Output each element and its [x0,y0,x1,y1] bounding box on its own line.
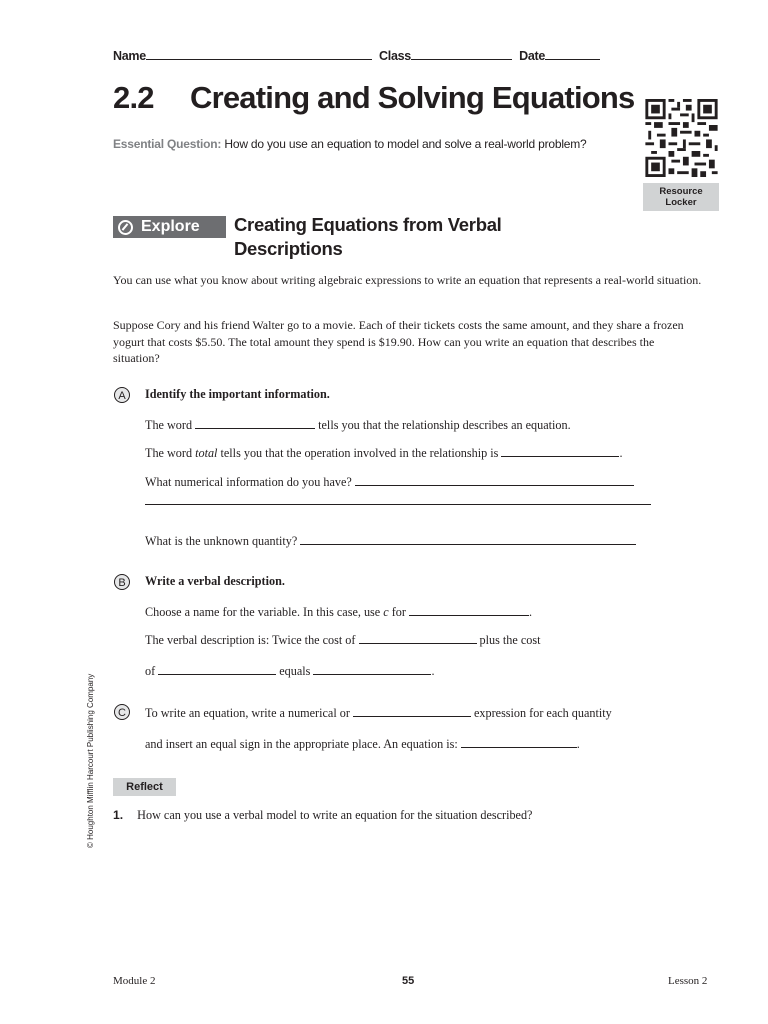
answer-blank[interactable] [461,735,577,748]
step-c-l1-pre: To write an equation, write a numerical or [145,706,350,720]
step-b-l3-mid: equals [279,664,311,678]
step-a-l4: What is the unknown quantity? [145,534,298,548]
answer-blank[interactable] [158,662,276,675]
essential-question [113,137,587,151]
step-b-l1-end: . [529,605,533,619]
step-b-l2-post: plus the cost [479,633,541,647]
step-c-l1-post: expression for each quantity [474,706,612,720]
question-text: How can you use a verbal model to write an equation for the situation described? [137,808,533,822]
step-b-marker: B [114,574,130,590]
copyright-notice: © Houghton Mifflin Harcourt Publishing Company [86,673,95,848]
page-title [113,80,634,116]
answer-blank[interactable] [355,473,634,486]
step-b-l1-pre: Choose a name for the variable. In this case, use [145,605,381,619]
step-b-l3-end: . [431,664,435,678]
explore-title-line-1: Creating Equations from Verbal [234,214,502,235]
step-a-l2-end: . [619,446,623,460]
answer-line[interactable] [145,504,651,505]
explore-label: Explore [141,218,200,235]
step-a-l2-post: tells you that the operation involved in the relationship is [220,446,499,460]
step-b-l1-mid: for [391,605,406,619]
scenario-paragraph: Suppose Cory and his friend Walter go to a movie. Each of their tickets costs the same amount, and they share a frozen yogurt that costs $5.50. The total amount they spend is $19.90. How can you write an equation that describes the situation? [113,318,684,365]
lesson-number: 2.2 [113,80,154,115]
class-label: Class [379,49,411,63]
answer-blank[interactable] [359,631,477,644]
explore-title [234,213,502,261]
step-a-l1-pre: The word [145,418,193,432]
explore-tab [113,216,226,238]
step-b-l1-var: c [383,605,389,619]
step-a-line-1 [145,416,571,433]
step-c-l2-end: . [576,737,580,751]
qr-code-icon[interactable] [645,99,718,177]
name-field[interactable] [146,47,372,60]
essential-question-text: How do you use an equation to model and solve a real-world problem? [224,137,587,151]
lesson-title: Creating and Solving Equations [190,80,635,115]
resource-locker-label-1: Resource [659,186,703,197]
step-a-l1-post: tells you that the relationship describes an equation. [318,418,571,432]
answer-blank[interactable] [195,416,315,429]
question-number: 1. [113,808,124,822]
resource-locker-label-2: Locker [665,197,697,208]
step-b-l2-pre: The verbal description is: Twice the cost of [145,633,356,647]
step-c-marker: C [114,704,130,720]
class-field[interactable] [411,47,512,60]
intro-paragraph: You can use what you know about writing algebraic expressions to write an equation that represents a real-world situation. [113,273,702,287]
name-label: Name [113,49,146,63]
explore-title-line-2: Descriptions [234,238,343,259]
answer-blank[interactable] [353,704,471,717]
reflect-question-1 [113,808,532,823]
step-c-line-1 [145,704,612,721]
essential-question-label: Essential Question: [113,137,222,151]
student-info-header [113,47,600,63]
step-c-line-2 [145,735,580,752]
step-b-line-2 [145,631,540,648]
step-a-l2-italic: total [195,446,218,460]
step-a-line-4 [145,532,636,549]
step-a-l2-pre: The word [145,446,193,460]
footer-page-number: 55 [402,975,415,987]
step-a-heading: Identify the important information. [145,387,330,401]
reflect-label: Reflect [113,778,176,796]
date-label: Date [519,49,545,63]
answer-blank[interactable] [300,532,636,545]
step-c-l2-pre: and insert an equal sign in the appropriate place. An equation is: [145,737,458,751]
step-a-marker: A [114,387,130,403]
step-a-l3: What numerical information do you have? [145,475,352,489]
date-field[interactable] [545,47,600,60]
step-a-line-2 [145,444,622,461]
footer-module: Module 2 [113,975,156,987]
step-b-line-1 [145,603,532,620]
answer-blank[interactable] [501,444,619,457]
resource-locker-button[interactable] [643,183,719,211]
answer-blank[interactable] [409,603,529,616]
step-b-heading: Write a verbal description. [145,574,285,588]
footer-lesson: Lesson 2 [668,975,708,987]
step-a-line-3 [145,473,634,490]
compass-icon [118,220,133,235]
step-b-l3-pre: of [145,664,156,678]
step-b-line-3 [145,662,434,679]
answer-blank[interactable] [313,662,431,675]
